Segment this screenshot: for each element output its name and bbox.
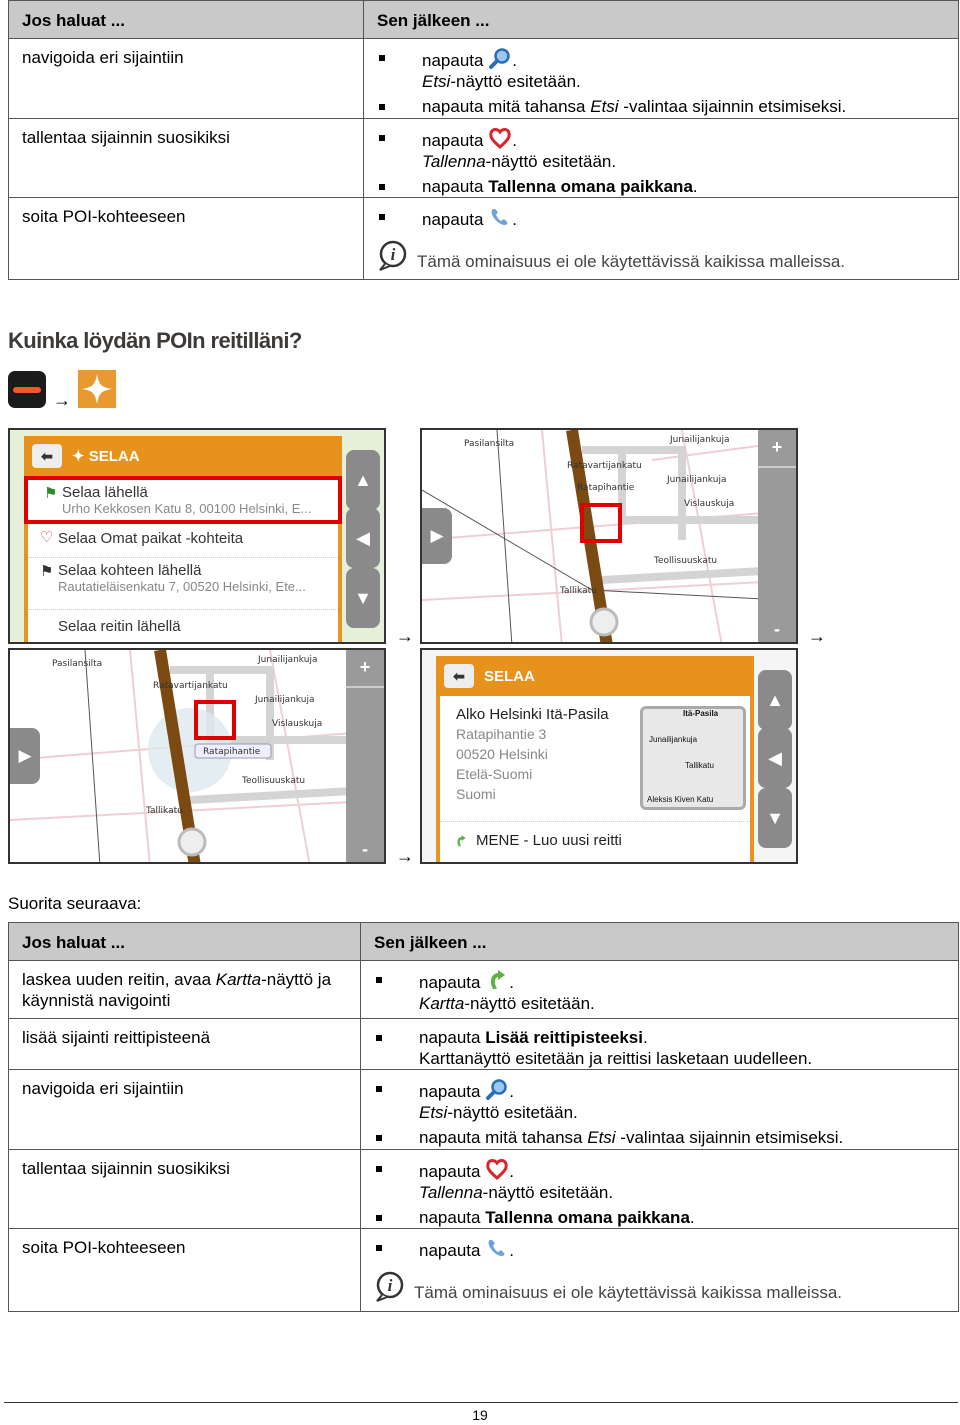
scroll-down-button[interactable]: ▼ (758, 788, 792, 848)
table-row: navigoida eri sijaintiin napauta . Etsi-näyttö esitetään. napauta mitä tahansa Etsi -valintaa sijainnin etsimiseksi. (9, 1070, 959, 1150)
svg-text:Vislauskuja: Vislauskuja (272, 719, 323, 729)
menu-item-near-destination[interactable]: ⚑ Selaa kohteen lähellä Rautatieläisenkatu 7, 00520 Helsinki, Ete... (28, 558, 338, 610)
back-button[interactable]: ⬅ (444, 664, 474, 688)
search-icon (485, 1078, 509, 1100)
zoom-out-button[interactable]: - (774, 619, 780, 639)
row-action: navigoida eri sijaintiin (9, 39, 364, 119)
row-action: tallentaa sijainnin suosikiksi (9, 1150, 361, 1229)
menu-button-icon (8, 371, 46, 408)
compass-icon (179, 829, 205, 855)
panel-title: ✦ SELAA (72, 448, 140, 465)
svg-text:Junailijankuja: Junailijankuja (667, 475, 727, 485)
phone-icon (485, 1237, 509, 1259)
back-arrow-button[interactable]: ◀ (346, 508, 380, 568)
row-action: tallentaa sijainnin suosikiksi (9, 119, 364, 198)
table-row: navigoida eri sijaintiin napauta . Etsi-näyttö esitetään. napauta mitä tahansa Etsi -valintaa sijainnin etsimiseksi. (9, 39, 959, 119)
poi-address: Ratapihantie 3 00520 Helsinki Etelä-Suomi Suomi (456, 726, 548, 802)
svg-text:Tallikatu: Tallikatu (560, 586, 597, 596)
map-thumbnail[interactable]: Itä-Pasila Junailijankuja Tallikatu Aleksis Kiven Katu (640, 706, 746, 810)
menu-item-browse-nearby[interactable]: ⚑ Selaa lähellä Urho Kekkosen Katu 8, 00100 Helsinki, E... (24, 476, 342, 524)
note-text: Tämä ominaisuus ei ole käytettävissä kaikissa malleissa. (417, 252, 846, 271)
checkered-flag-icon: ⚑ (40, 563, 54, 580)
compass-icon (591, 609, 617, 635)
zoom-controls (346, 650, 384, 864)
menu-item-favourites[interactable]: ♡ Selaa Omat paikat -kohteita (28, 524, 338, 558)
svg-text:Junailijankuja: Junailijankuja (255, 695, 315, 705)
row-action: laskea uuden reitin, avaa Kartta-näyttö ja käynnistä navigointi (9, 961, 361, 1019)
screenshot-map-poi (420, 428, 798, 644)
scroll-up-button[interactable]: ▲ (346, 450, 380, 510)
scroll-down-button[interactable]: ▼ (346, 568, 380, 628)
svg-text:Tallikatu: Tallikatu (146, 806, 183, 816)
table-row: soita POI-kohteeseen napauta . Tämä ominaisuus ei ole käytettävissä kaikissa malleissa. (9, 198, 959, 280)
footer-divider (4, 1402, 958, 1403)
map-view[interactable] (422, 430, 798, 644)
svg-text:Pasilansilta: Pasilansilta (52, 659, 103, 669)
table-row: tallentaa sijainnin suosikiksi napauta . Tallenna-näyttö esitetään. napauta Tallenna omana paikkana. (9, 1150, 959, 1229)
info-icon (377, 240, 411, 272)
scroll-up-button[interactable]: ▲ (758, 670, 792, 730)
svg-text:Ratapihantie: Ratapihantie (203, 747, 261, 757)
go-icon (454, 833, 468, 849)
header-then: Sen jälkeen ... (364, 1, 959, 39)
intro-text: Suorita seuraava: (8, 894, 142, 913)
browse-panel (24, 436, 342, 644)
section-title: Kuinka löydän POIn reitilläni? (8, 328, 302, 353)
zoom-controls (758, 430, 796, 644)
header-then: Sen jälkeen ... (361, 923, 959, 961)
page-number: 19 (472, 1407, 488, 1423)
flag-icon: ⚑ (44, 485, 58, 502)
info-icon (374, 1271, 408, 1303)
screenshot-browse-menu (8, 428, 386, 644)
heart-icon (485, 1158, 509, 1180)
table-row: tallentaa sijainnin suosikiksi napauta . Tallenna-näyttö esitetään. napauta Tallenna omana paikkana. (9, 119, 959, 198)
screenshot-map-selected (8, 648, 386, 864)
browse-star-icon (78, 370, 116, 408)
svg-text:Teollisuuskatu: Teollisuuskatu (654, 556, 718, 566)
poi-name: Alko Helsinki Itä-Pasila (456, 706, 609, 723)
svg-text:Pasilansilta: Pasilansilta (464, 439, 515, 449)
svg-text:Junailijankuja: Junailijankuja (670, 435, 730, 445)
back-button[interactable]: ⬅ (32, 444, 62, 468)
go-create-route-button[interactable]: MENE - Luo uusi reitti (440, 822, 750, 849)
heart-icon: ♡ (40, 529, 54, 546)
zoom-in-button[interactable]: + (758, 430, 796, 468)
row-action: lisää sijainti reittipisteenä (9, 1019, 361, 1070)
phone-icon (488, 206, 512, 228)
svg-text:Teollisuuskatu: Teollisuuskatu (242, 776, 306, 786)
note-text: Tämä ominaisuus ei ole käytettävissä kaikissa malleissa. (414, 1283, 843, 1302)
screenshot-poi-details (420, 648, 798, 864)
expand-panel-button[interactable]: ▶ (422, 508, 452, 564)
heart-icon (488, 127, 512, 149)
svg-text:Junailijankuja: Junailijankuja (258, 655, 318, 665)
row-action: soita POI-kohteeseen (9, 198, 364, 280)
actions-table-1 (8, 0, 959, 280)
svg-text:Ratavartijankatu: Ratavartijankatu (153, 681, 228, 691)
header-want: Jos haluat ... (9, 1, 364, 39)
table-row: laskea uuden reitin, avaa Kartta-näyttö ja käynnistä navigointi napauta . Kartta-näyttö esitetään. (9, 961, 959, 1019)
search-icon (488, 47, 512, 69)
table-row: lisää sijainti reittipisteenä napauta Lisää reittipisteeksi. Karttanäyttö esitetään ja reittisi lasketaan uudelleen. (9, 1019, 959, 1070)
map-view[interactable] (10, 650, 386, 864)
arrow: → (53, 390, 71, 410)
actions-table-2 (8, 922, 959, 1312)
row-action: soita POI-kohteeseen (9, 1229, 361, 1312)
svg-text:Vislauskuja: Vislauskuja (684, 499, 735, 509)
go-icon (485, 969, 509, 991)
panel-title: SELAA (484, 667, 535, 685)
table-row: soita POI-kohteeseen napauta . Tämä ominaisuus ei ole käytettävissä kaikissa malleissa. (9, 1229, 959, 1312)
menu-item-along-route[interactable]: Selaa reitin lähellä (58, 618, 181, 635)
expand-panel-button[interactable]: ▶ (10, 728, 40, 784)
zoom-out-button[interactable]: - (362, 839, 368, 859)
row-action: navigoida eri sijaintiin (9, 1070, 361, 1150)
back-arrow-button[interactable]: ◀ (758, 728, 792, 788)
svg-text:Ratapihantie: Ratapihantie (577, 483, 635, 493)
svg-text:Ratavartijankatu: Ratavartijankatu (567, 461, 642, 471)
header-want: Jos haluat ... (9, 923, 361, 961)
zoom-in-button[interactable]: + (346, 650, 384, 688)
poi-panel (436, 656, 754, 864)
